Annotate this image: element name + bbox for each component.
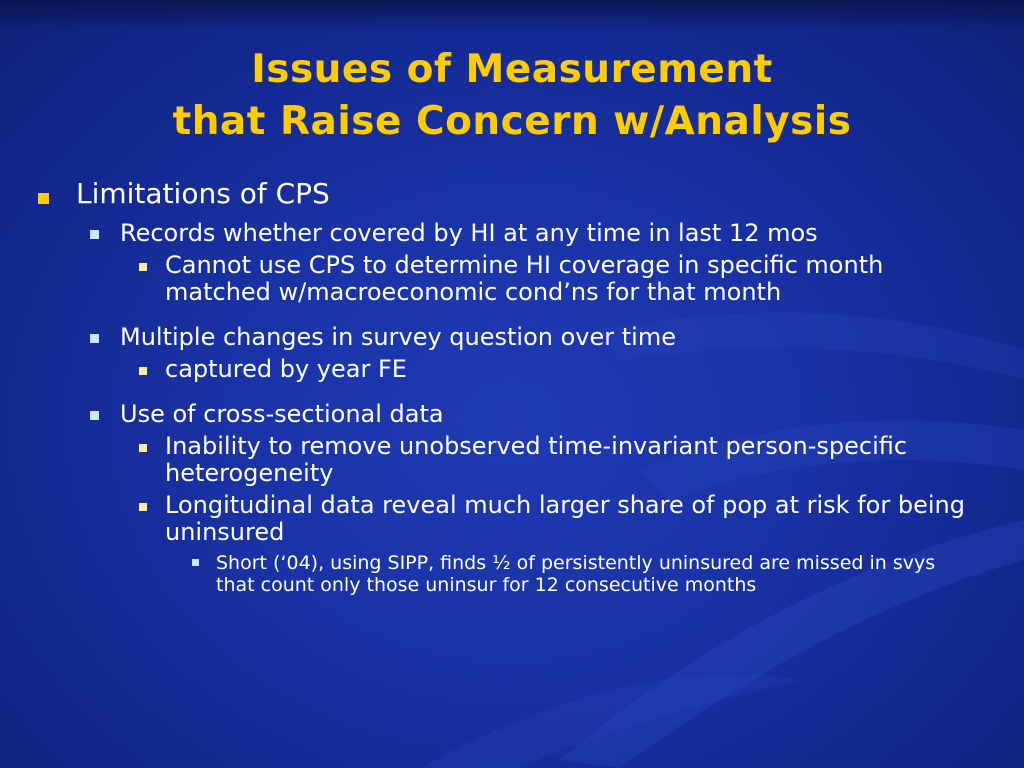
bullet-text: Records whether covered by HI at any time in last 12 mos	[120, 219, 818, 247]
bullet-level3	[0, 492, 1024, 546]
square-bullet-icon	[90, 334, 99, 343]
bullet-level3	[0, 356, 1024, 383]
title-line-2: that Raise Concern w/Analysis	[172, 99, 852, 144]
square-bullet-icon	[139, 263, 147, 271]
bullet-level2	[0, 401, 1024, 428]
bullet-text: Use of cross-sectional data	[120, 400, 444, 428]
bullet-level2	[0, 324, 1024, 351]
bullet-level3	[0, 252, 1024, 306]
square-bullet-icon	[139, 444, 147, 452]
square-bullet-icon	[139, 367, 147, 375]
square-bullet-icon	[38, 193, 49, 204]
square-bullet-icon	[139, 503, 147, 511]
bullet-text: Inability to remove unobserved time-invariant person-specific heterogeneity	[165, 432, 908, 487]
bullet-level3	[0, 433, 1024, 487]
bullet-text: Multiple changes in survey question over time	[120, 323, 676, 351]
square-bullet-icon	[90, 411, 99, 420]
slide-title	[0, 44, 1024, 148]
bullet-level4	[0, 552, 1024, 596]
bullet-list	[0, 178, 1024, 596]
bullet-text: Short (‘04), using SIPP, finds ½ of persistently uninsured are missed in svys that count only those uninsur for 12 consecutive months	[216, 552, 936, 596]
bullet-text: Cannot use CPS to determine HI coverage in specific month matched w/macroeconomic cond’ns for that month	[165, 251, 884, 306]
square-bullet-icon	[192, 559, 199, 566]
bullet-level1	[0, 178, 1024, 210]
bullet-level2	[0, 220, 1024, 247]
title-line-1: Issues of Measurement	[251, 47, 773, 92]
bullet-text: Limitations of CPS	[76, 177, 330, 210]
square-bullet-icon	[90, 230, 99, 239]
bullet-text: Longitudinal data reveal much larger share of pop at risk for being uninsured	[165, 491, 965, 546]
bullet-text: captured by year FE	[165, 355, 407, 383]
